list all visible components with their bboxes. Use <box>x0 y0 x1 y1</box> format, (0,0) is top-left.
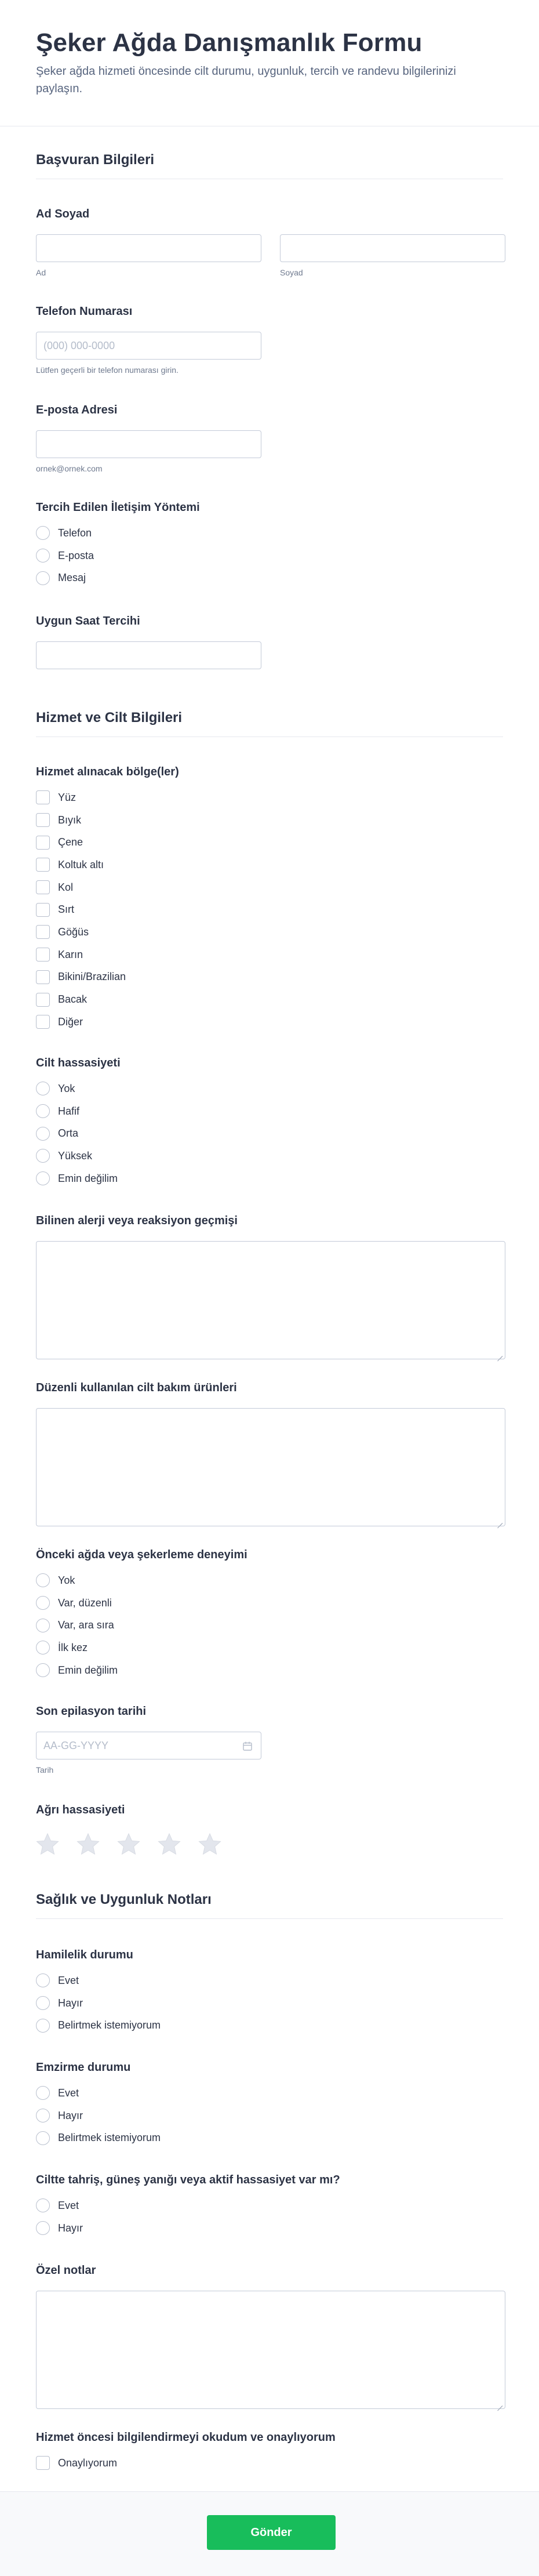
option-label: Karın <box>58 948 83 960</box>
checkbox-option[interactable] <box>36 921 505 944</box>
radio-button[interactable] <box>36 1149 50 1163</box>
checkbox-option[interactable] <box>36 786 505 809</box>
resize-handle-icon[interactable] <box>497 1351 502 1356</box>
date-input[interactable] <box>36 1732 261 1759</box>
option-label: Koltuk altı <box>58 858 104 870</box>
radio-button[interactable] <box>36 1127 50 1141</box>
option-label: Onaylıyorum <box>58 2457 118 2469</box>
option-label: İlk kez <box>58 1641 88 1653</box>
date-placeholder: AA-GG-YYYY <box>43 1740 109 1751</box>
radio-option[interactable] <box>36 1122 505 1145</box>
option-label: Emin değilim <box>58 1664 118 1676</box>
radio-option[interactable] <box>36 2217 505 2240</box>
checkbox[interactable] <box>36 903 50 917</box>
radio-option[interactable] <box>36 2194 505 2217</box>
email-label: E-posta Adresi <box>36 404 118 416</box>
email-sublabel: ornek@ornek.com <box>36 464 103 473</box>
checkbox[interactable] <box>36 836 50 850</box>
radio-option[interactable] <box>36 2127 505 2149</box>
phone-sublabel: Lütfen geçerli bir telefon numarası girin. <box>36 365 179 375</box>
option-label: Sırt <box>58 904 75 916</box>
radio-button[interactable] <box>36 571 50 585</box>
radio-button[interactable] <box>36 1171 50 1185</box>
resize-handle-icon[interactable] <box>497 1518 502 1523</box>
email-input[interactable] <box>36 430 261 458</box>
notes-textarea[interactable] <box>36 2291 505 2409</box>
sensitivity-label: Cilt hassasiyeti <box>36 1057 121 1069</box>
products-label: Düzenli kullanılan cilt bakım ürünleri <box>36 1381 237 1394</box>
resize-handle-icon[interactable] <box>497 2400 502 2406</box>
checkbox[interactable] <box>36 993 50 1007</box>
option-label: Hayır <box>58 2222 83 2234</box>
option-label: Belirtmek istemiyorum <box>58 2132 161 2144</box>
option-label: Yüksek <box>58 1149 93 1162</box>
pregnancy-label: Hamilelik durumu <box>36 1949 133 1961</box>
option-label: Orta <box>58 1127 79 1140</box>
option-label: Kol <box>58 881 74 893</box>
checkbox-option[interactable] <box>36 831 505 854</box>
radio-button[interactable] <box>36 1082 50 1095</box>
notes-question <box>36 2263 505 2409</box>
radio-button[interactable] <box>36 1973 50 1987</box>
radio-option[interactable] <box>36 1145 505 1167</box>
experience-label: Önceki ağda veya şekerleme deneyimi <box>36 1548 247 1561</box>
option-label: Yok <box>58 1574 75 1586</box>
checkbox[interactable] <box>36 880 50 894</box>
pain-label: Ağrı hassasiyeti <box>36 1804 125 1816</box>
checkbox[interactable] <box>36 948 50 962</box>
option-label: Bıyık <box>58 814 82 826</box>
areas-label: Hizmet alınacak bölge(ler) <box>36 765 179 778</box>
contact-method-question <box>36 500 505 589</box>
time-preference-input[interactable] <box>36 641 261 669</box>
contact-method-label: Tercih Edilen İletişim Yöntemi <box>36 501 200 514</box>
consent-question <box>36 2430 505 2475</box>
breastfeeding-label: Emzirme durumu <box>36 2061 131 2074</box>
radio-option[interactable] <box>36 2082 505 2105</box>
radio-option[interactable] <box>36 1637 505 1659</box>
phone-label: Telefon Numarası <box>36 305 133 318</box>
star-icon[interactable] <box>158 1833 181 1856</box>
name-label: Ad Soyad <box>36 208 90 220</box>
checkbox[interactable] <box>36 813 50 827</box>
radio-button[interactable] <box>36 2086 50 2100</box>
option-label: Bacak <box>58 993 88 1006</box>
radio-button[interactable] <box>36 2198 50 2212</box>
products-question <box>36 1380 505 1526</box>
option-label: Var, düzenli <box>58 1597 112 1609</box>
form-header <box>0 0 539 126</box>
star-icon[interactable] <box>117 1833 140 1856</box>
checkbox-option[interactable] <box>36 809 505 832</box>
breastfeeding-question <box>36 2060 505 2149</box>
radio-option[interactable] <box>36 1569 505 1592</box>
radio-option[interactable] <box>36 1167 505 1190</box>
checkbox-option[interactable] <box>36 2452 505 2475</box>
radio-button[interactable] <box>36 549 50 563</box>
checkbox[interactable] <box>36 858 50 872</box>
checkbox-option[interactable] <box>36 966 505 989</box>
form-subtitle: Şeker ağda hizmeti öncesinde cilt durumu, uygunluk, tercih ve randevu bilgilerinizi paylaşın. <box>36 65 456 95</box>
radio-button[interactable] <box>36 2019 50 2033</box>
checkbox-option[interactable] <box>36 988 505 1011</box>
pain-question <box>36 1802 505 1856</box>
radio-option[interactable] <box>36 1659 505 1682</box>
last-epilation-question <box>36 1704 505 1775</box>
option-label: Hayır <box>58 1997 83 2009</box>
phone-input[interactable] <box>36 332 261 360</box>
radio-button[interactable] <box>36 2131 50 2145</box>
experience-question <box>36 1547 505 1681</box>
radio-option[interactable] <box>36 522 505 545</box>
option-label: Telefon <box>58 527 92 539</box>
irritation-question <box>36 2172 505 2239</box>
option-label: Emin değilim <box>58 1172 118 1184</box>
first-name-input[interactable] <box>36 234 261 262</box>
option-label: E-posta <box>58 549 94 561</box>
pregnancy-question <box>36 1947 505 2037</box>
radio-option[interactable] <box>36 1077 505 1100</box>
radio-button[interactable] <box>36 2221 50 2235</box>
option-label: Göğüs <box>58 926 89 938</box>
option-label: Evet <box>58 1974 79 1986</box>
option-label: Evet <box>58 2087 79 2099</box>
last-epilation-label: Son epilasyon tarihi <box>36 1705 147 1718</box>
radio-option[interactable] <box>36 1614 505 1637</box>
allergy-question <box>36 1213 505 1359</box>
checkbox[interactable] <box>36 970 50 984</box>
option-label: Diğer <box>58 1015 83 1028</box>
radio-option[interactable] <box>36 2014 505 2037</box>
option-label: Çene <box>58 836 83 848</box>
radio-option[interactable] <box>36 1969 505 1992</box>
products-textarea[interactable] <box>36 1408 505 1526</box>
checkbox-option[interactable] <box>36 1011 505 1033</box>
last-name-input[interactable] <box>280 234 505 262</box>
form-footer <box>0 2491 539 2576</box>
radio-option[interactable] <box>36 2105 505 2127</box>
checkbox-option[interactable] <box>36 876 505 899</box>
sensitivity-question <box>36 1055 505 1189</box>
option-label: Belirtmek istemiyorum <box>58 2019 161 2031</box>
option-label: Evet <box>58 2199 79 2211</box>
option-label: Yok <box>58 1082 75 1094</box>
allergy-textarea[interactable] <box>36 1241 505 1359</box>
consent-label: Hizmet öncesi bilgilendirmeyi okudum ve onaylıyorum <box>36 2431 336 2444</box>
radio-button[interactable] <box>36 1619 50 1632</box>
time-preference-question <box>36 614 505 669</box>
radio-button[interactable] <box>36 1996 50 2010</box>
radio-option[interactable] <box>36 1100 505 1123</box>
form-title: Şeker Ağda Danışmanlık Formu <box>36 28 423 57</box>
star-icon[interactable] <box>36 1833 59 1856</box>
radio-option[interactable] <box>36 545 505 567</box>
phone-placeholder: (000) 000-0000 <box>43 340 115 351</box>
radio-option[interactable] <box>36 1992 505 2015</box>
name-question <box>36 206 505 277</box>
radio-button[interactable] <box>36 1596 50 1610</box>
radio-button[interactable] <box>36 526 50 540</box>
star-icon[interactable] <box>77 1833 100 1856</box>
notes-label: Özel notlar <box>36 2264 96 2277</box>
radio-option[interactable] <box>36 1592 505 1614</box>
checkbox[interactable] <box>36 1015 50 1029</box>
checkbox-option[interactable] <box>36 854 505 876</box>
option-label: Yüz <box>58 791 77 803</box>
option-label: Var, ara sıra <box>58 1619 114 1631</box>
radio-button[interactable] <box>36 1663 50 1677</box>
allergy-label: Bilinen alerji veya reaksiyon geçmişi <box>36 1214 238 1227</box>
irritation-label: Ciltte tahriş, güneş yanığı veya aktif hassasiyet var mı? <box>36 2174 340 2186</box>
first-name-sublabel: Ad <box>36 268 46 277</box>
submit-button[interactable]: Gönder <box>207 2515 336 2550</box>
date-sublabel: Tarih <box>36 1765 54 1775</box>
option-label: Hayır <box>58 2109 83 2121</box>
last-name-sublabel: Soyad <box>280 268 303 277</box>
radio-button[interactable] <box>36 1573 50 1587</box>
section-applicant <box>36 152 503 179</box>
section-health <box>36 1892 503 1919</box>
areas-question <box>36 764 505 1033</box>
radio-button[interactable] <box>36 1641 50 1655</box>
checkbox-option[interactable] <box>36 898 505 921</box>
section-heading: Hizmet ve Cilt Bilgileri <box>36 710 503 737</box>
time-preference-label: Uygun Saat Tercihi <box>36 615 140 627</box>
option-label: Mesaj <box>58 572 86 584</box>
calendar-icon[interactable] <box>242 1741 253 1751</box>
star-icon[interactable] <box>198 1833 221 1856</box>
email-question <box>36 402 505 473</box>
option-label: Hafif <box>58 1105 80 1117</box>
checkbox-option[interactable] <box>36 944 505 966</box>
checkbox[interactable] <box>36 790 50 804</box>
section-service <box>36 710 503 737</box>
consent-checkbox[interactable] <box>36 2456 50 2470</box>
phone-question <box>36 304 505 375</box>
section-heading: Sağlık ve Uygunluk Notları <box>36 1892 503 1919</box>
checkbox[interactable] <box>36 925 50 939</box>
radio-button[interactable] <box>36 1104 50 1118</box>
section-heading: Başvuran Bilgileri <box>36 152 503 179</box>
radio-option[interactable] <box>36 567 505 589</box>
option-label: Bikini/Brazilian <box>58 971 126 983</box>
star-rating <box>36 1833 505 1856</box>
radio-button[interactable] <box>36 2109 50 2123</box>
